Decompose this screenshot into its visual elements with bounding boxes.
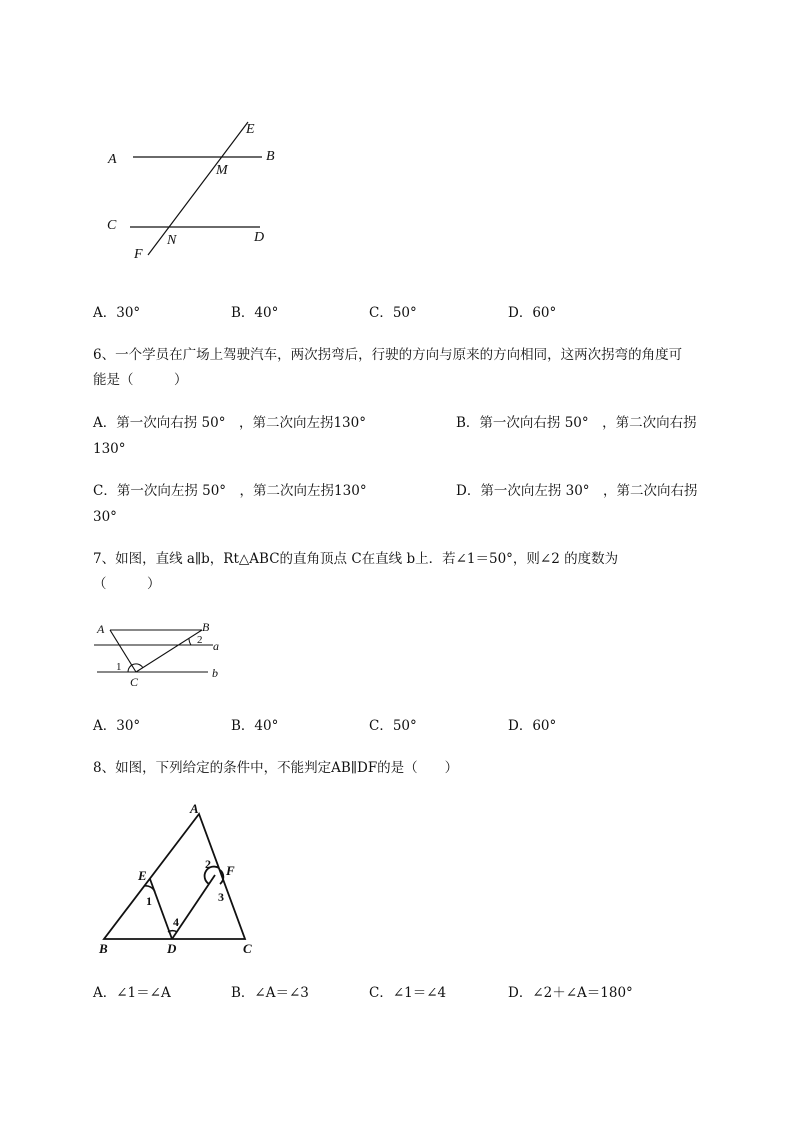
point-label-b: B (99, 941, 108, 956)
angle-label-1: 1 (116, 661, 122, 673)
q5-option-b: B．40° (231, 305, 279, 321)
figure-right-triangle-parallel-lines (90, 618, 230, 690)
q8-option-b: B．∠A＝∠3 (231, 985, 309, 1001)
q6-option-b-line2: 130° (93, 441, 126, 457)
angle-label-2: 2 (205, 857, 211, 871)
line-label-a: a (213, 639, 219, 653)
point-label-d: D (167, 941, 177, 956)
figure-triangle-abc (95, 798, 270, 960)
q6-option-d-line2: 30° (93, 509, 117, 525)
point-label-a: A (97, 622, 105, 636)
point-label-a: A (190, 801, 199, 816)
point-label-b: B (266, 149, 275, 164)
angle-label-4: 4 (173, 915, 179, 929)
angle-label-1: 1 (146, 894, 152, 908)
angle-label-3: 3 (218, 890, 224, 904)
point-label-e: E (246, 122, 255, 137)
point-label-e: E (138, 868, 147, 883)
point-label-c: C (130, 675, 139, 689)
q7-option-a: A．30° (93, 718, 141, 734)
point-label-n: N (167, 233, 177, 248)
angle-label-2: 2 (197, 634, 203, 646)
q7-stem-line1: 7、如图，直线 a∥b，Rt△ABC的直角顶点 C在直线 b上．若∠1＝50°，则∠2 的度数为 (93, 551, 619, 567)
q7-option-d: D．60° (508, 718, 557, 734)
q5-option-c: C．50° (369, 305, 417, 321)
q6-option-c: C．第一次向左拐 50° ，第二次向左拐130° (93, 483, 367, 499)
q6-stem-line2: 能是（ ） (93, 372, 188, 388)
point-label-c: C (107, 218, 117, 233)
figure-parallel-lines-transversal (100, 115, 290, 265)
q5-option-d: D．60° (508, 305, 557, 321)
line-label-b: b (212, 666, 218, 680)
q6-option-d-line1: D．第一次向左拐 30° ，第二次向右拐 (456, 483, 698, 499)
q7-option-b: B．40° (231, 718, 279, 734)
q8-option-d: D．∠2＋∠A＝180° (508, 985, 633, 1001)
point-label-f: F (226, 863, 235, 878)
point-label-b: B (202, 620, 210, 634)
q6-option-a: A．第一次向右拐 50° ，第二次向左拐130° (93, 415, 366, 431)
q6-option-b-line1: B．第一次向右拐 50° ，第二次向右拐 (456, 415, 697, 431)
q6-stem-line1: 6、一个学员在广场上驾驶汽车，两次拐弯后，行驶的方向与原来的方向相同，这两次拐弯的角度可 (93, 347, 683, 363)
point-label-a: A (108, 152, 117, 167)
point-label-m: M (216, 163, 228, 178)
point-label-d: D (254, 230, 265, 245)
q8-stem: 8、如图，下列给定的条件中，不能判定AB∥DF的是（ ） (93, 760, 459, 776)
q7-option-c: C．50° (369, 718, 417, 734)
point-label-c: C (243, 941, 252, 956)
q8-option-c: C．∠1＝∠4 (369, 985, 447, 1001)
q8-option-a: A．∠1＝∠A (93, 985, 171, 1001)
point-label-f: F (134, 247, 143, 262)
q7-stem-line2: （ ） (93, 576, 161, 592)
q5-option-a: A．30° (93, 305, 141, 321)
